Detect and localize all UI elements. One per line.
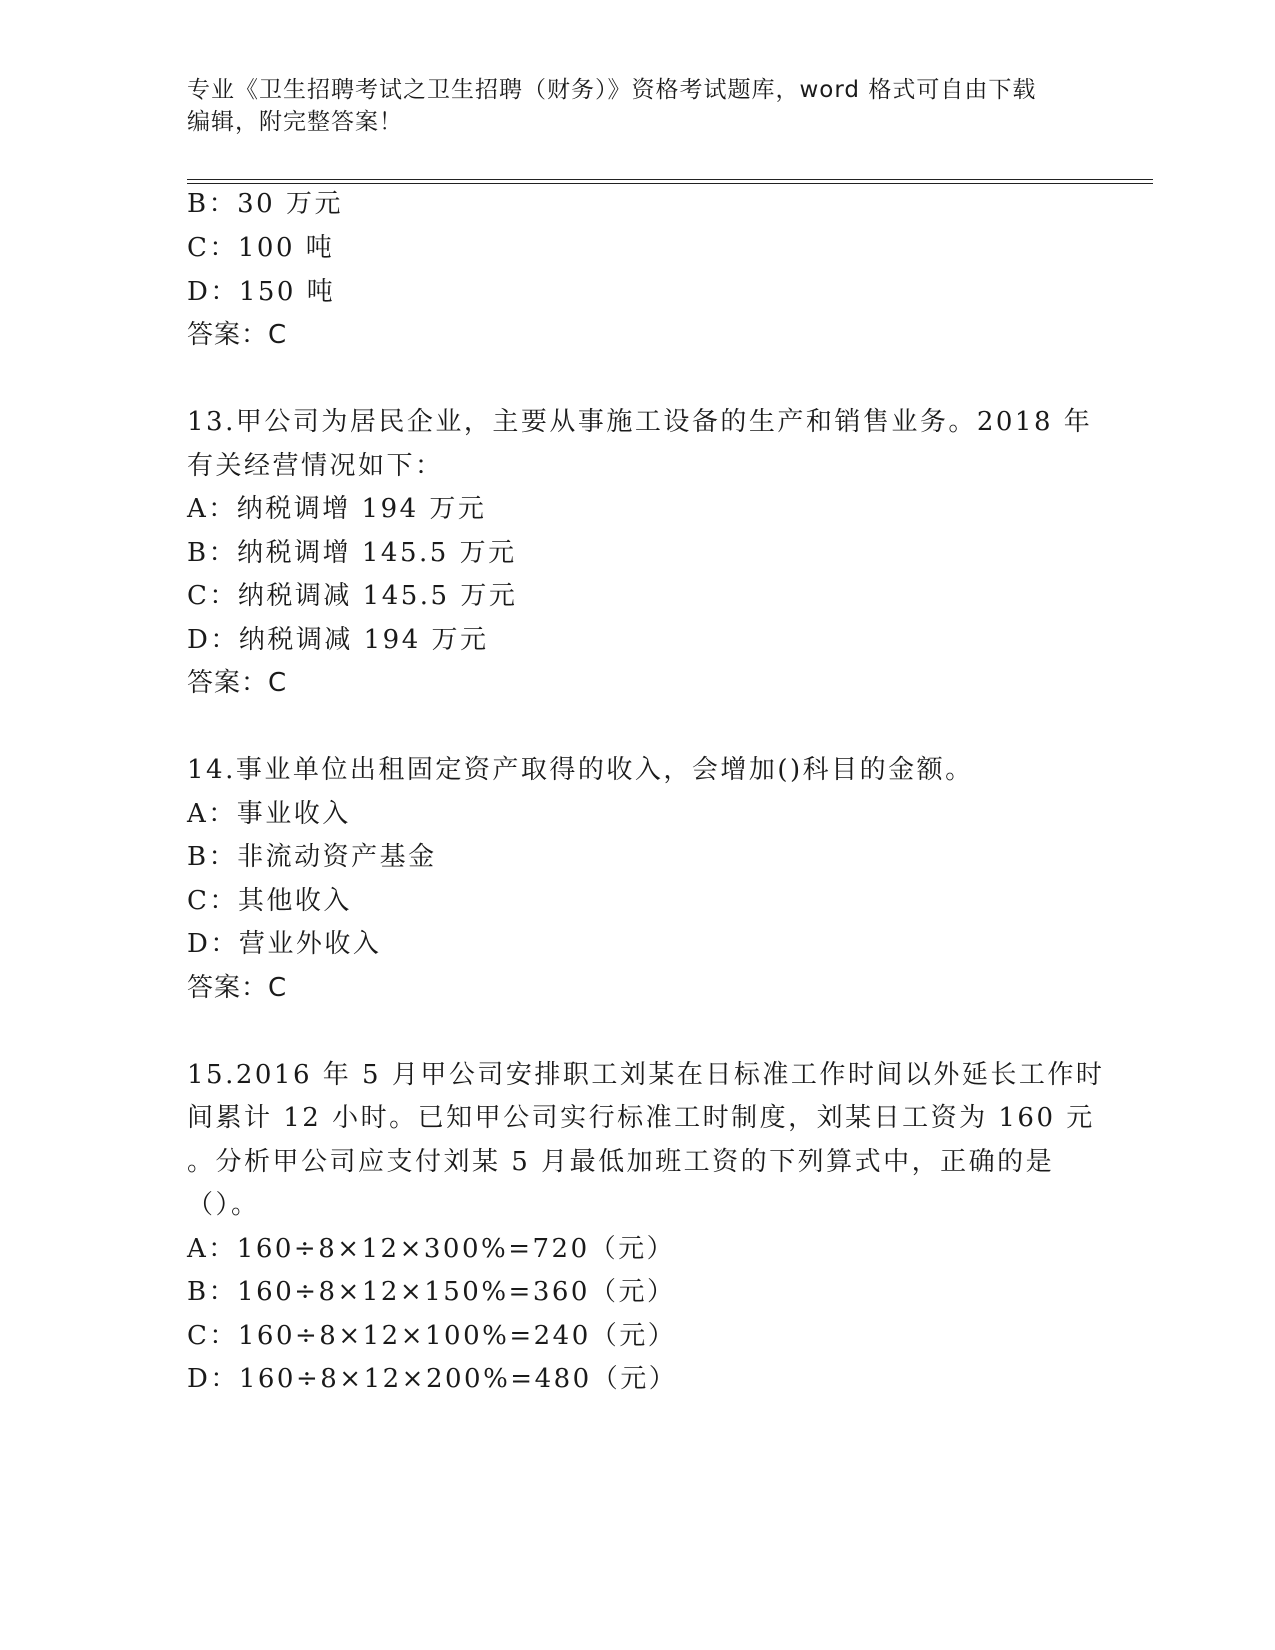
q13-option-c: C：纳税调减 145.5 万元 <box>187 581 518 611</box>
q14-option-a: A：事业收入 <box>187 799 351 829</box>
q15-option-d: D：160÷8×12×200%=480（元） <box>187 1364 678 1394</box>
q12-option-b: B：30 万元 <box>187 189 343 219</box>
header-line-2: 编辑，附完整答案！ <box>187 109 403 135</box>
q14-option-c: C：其他收入 <box>187 886 352 916</box>
q13-stem-line-2: 有关经营情况如下： <box>187 451 444 481</box>
q13-stem-line-1: 13.甲公司为居民企业，主要从事施工设备的生产和销售业务。2018 年 <box>187 407 1093 437</box>
q13-option-b: B：纳税调增 145.5 万元 <box>187 538 517 568</box>
q12-answer: 答案：C <box>187 320 288 350</box>
q13-option-a: A：纳税调增 194 万元 <box>187 494 487 524</box>
q15-stem-line-3: 。分析甲公司应支付刘某 5 月最低加班工资的下列算式中，正确的是 <box>187 1147 1055 1177</box>
q13-answer: 答案：C <box>187 668 288 698</box>
q13-option-d: D：纳税调减 194 万元 <box>187 625 489 655</box>
header-divider-bottom <box>187 183 1153 184</box>
header-divider-top <box>187 179 1153 180</box>
q14-option-b: B：非流动资产基金 <box>187 842 437 872</box>
q15-stem-line-2: 间累计 12 小时。已知甲公司实行标准工时制度，刘某日工资为 160 元 <box>187 1103 1095 1133</box>
q14-answer: 答案：C <box>187 973 288 1003</box>
q14-stem-line-1: 14.事业单位出租固定资产取得的收入，会增加()科目的金额。 <box>187 755 974 785</box>
header-line-1: 专业《卫生招聘考试之卫生招聘（财务）》资格考试题库，word 格式可自由下载 <box>187 77 1037 103</box>
q15-option-b: B：160÷8×12×150%=360（元） <box>187 1277 676 1307</box>
q14-option-d: D：营业外收入 <box>187 929 382 959</box>
q15-option-c: C：160÷8×12×100%=240（元） <box>187 1321 677 1351</box>
q15-stem-line-4: （）。 <box>187 1190 260 1220</box>
document-header <box>187 74 1087 138</box>
q15-stem-line-1: 15.2016 年 5 月甲公司安排职工刘某在日标准工作时间以外延长工作时 <box>187 1060 1105 1090</box>
q12-option-d: D：150 吨 <box>187 277 336 307</box>
q12-option-c: C：100 吨 <box>187 233 335 263</box>
q15-option-a: A：160÷8×12×300%=720（元） <box>187 1234 676 1264</box>
